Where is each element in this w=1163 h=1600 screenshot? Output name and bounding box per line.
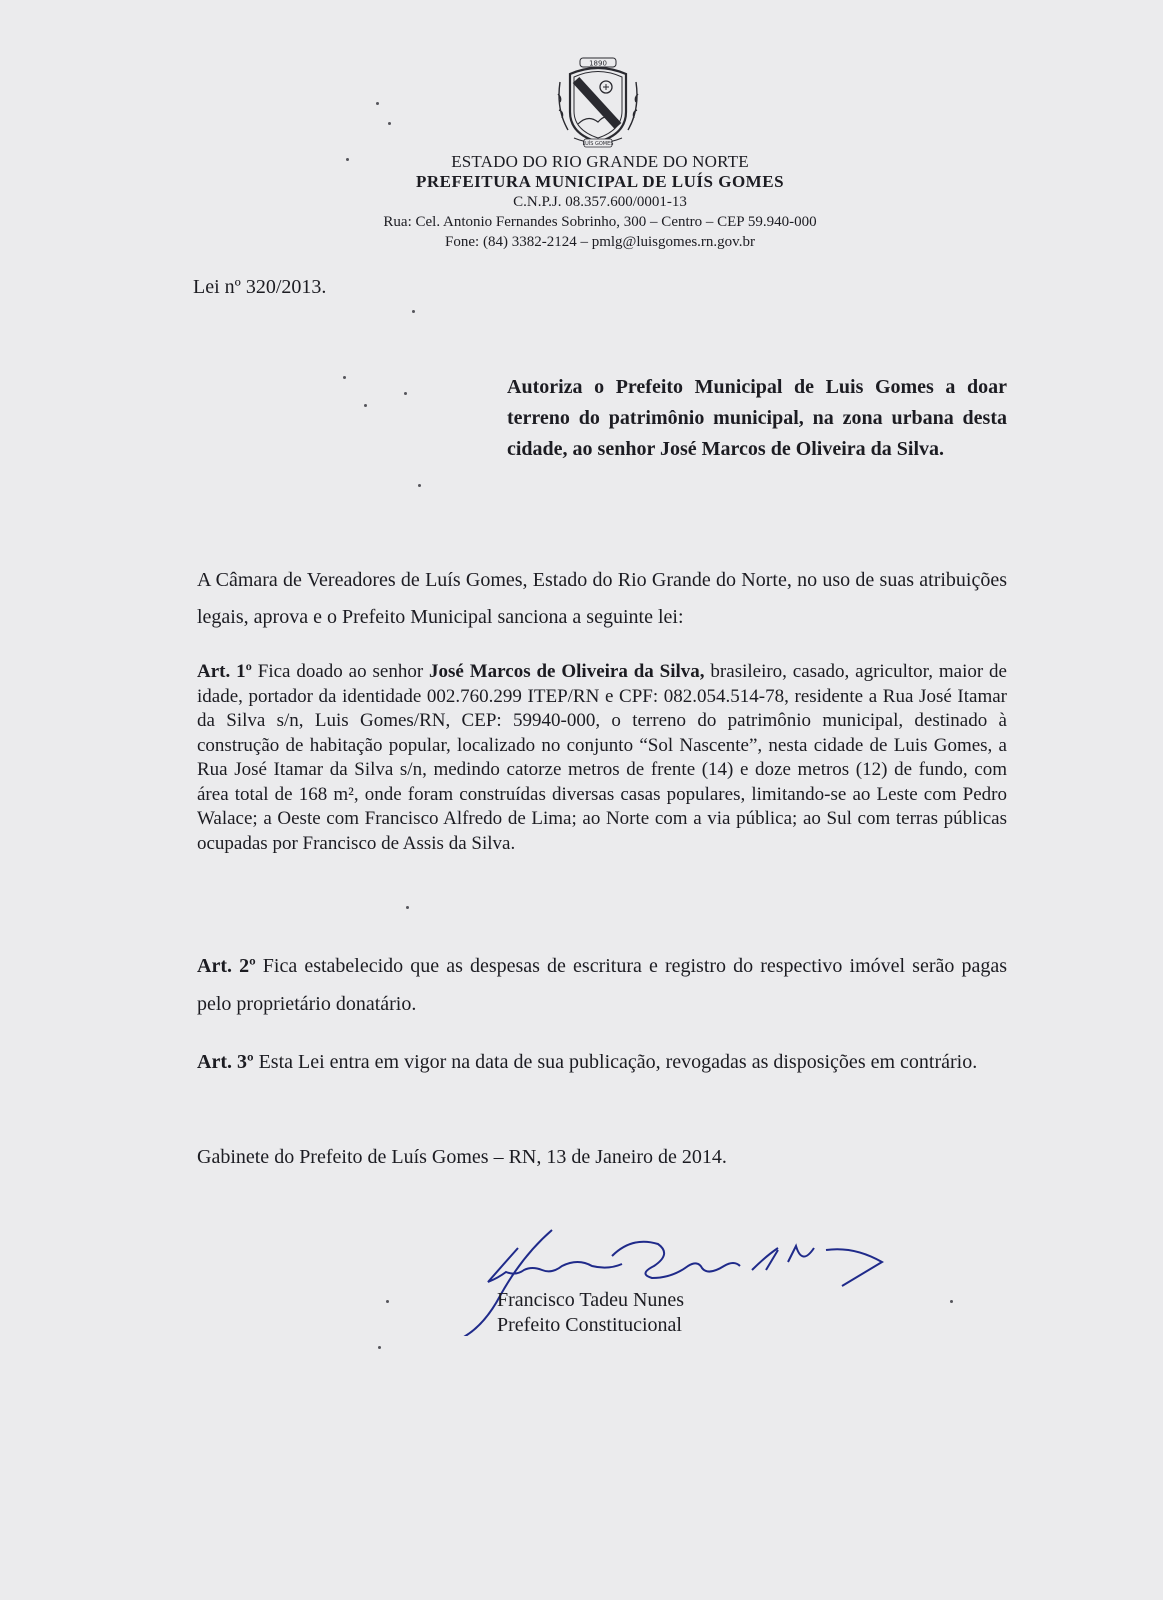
scan-speck (343, 376, 346, 379)
scan-speck (364, 404, 367, 407)
article-3-text: Esta Lei entra em vigor na data de sua publicação, revogadas as disposições em contrário. (253, 1051, 978, 1073)
article-1-donee: José Marcos de Oliveira da Silva, (429, 661, 705, 682)
scan-speck (378, 1346, 381, 1349)
scan-speck (376, 102, 379, 105)
letterhead-address: Rua: Cel. Antonio Fernandes Sobrinho, 300 – Centro – CEP 59.940-000 (383, 214, 817, 230)
article-3-label: Art. 3º (197, 1051, 254, 1073)
article-3 (197, 1043, 1007, 1081)
article-1-text: brasileiro, casado, agricultor, maior de idade, portador da identidade 002.760.299 ITEP/RN e CPF: 082.054.514-78, residente a Rua José Itamar da Silva s/n, Luis Gomes/RN, CEP: 59940-000, o terreno do patrimônio municipal, destinado à construção de habitação popular, localizado no conjunto “Sol Nascente”, nesta cidade de Luis Gomes, a Rua José Itamar da Silva s/n, medindo catorze metros de frente (14) e doze metros (12) de fundo, com área total de 168 m², onde foram construídas diversas casas populares, limitando-se ao Leste com Pedro Walace; a Oeste com Francisco Alfredo de Lima; ao Norte com a via pública; ao Sul com terras públicas ocupadas por Francisco de Assis da Silva. (197, 661, 1007, 854)
closing-line: Gabinete do Prefeito de Luís Gomes – RN, 13 de Janeiro de 2014. (197, 1146, 727, 1168)
letterhead-prefecture: PREFEITURA MUNICIPAL DE LUÍS GOMES (415, 172, 785, 191)
scan-speck (346, 158, 349, 161)
article-1-lead: Fica doado ao senhor (251, 661, 430, 682)
municipal-crest-logo (548, 54, 648, 150)
article-1 (197, 660, 1007, 856)
scan-speck (418, 484, 421, 487)
letterhead (300, 152, 900, 252)
crest-year: 1890 (589, 59, 607, 68)
scan-speck (412, 310, 415, 313)
law-number: Lei nº 320/2013. (193, 276, 327, 298)
intro-paragraph: A Câmara de Vereadores de Luís Gomes, Estado do Rio Grande do Norte, no uso de suas atribuições legais, aprova e o Prefeito Municipal sanciona a seguinte lei: (197, 569, 1007, 628)
article-2 (197, 947, 1007, 1023)
scan-speck (404, 392, 407, 395)
signatory-title: Prefeito Constitucional (497, 1314, 682, 1336)
scan-speck (950, 1300, 953, 1303)
letterhead-state: ESTADO DO RIO GRANDE DO NORTE (451, 152, 749, 171)
letterhead-cnpj: C.N.P.J. 08.357.600/0001-13 (513, 194, 687, 210)
scan-speck (406, 906, 409, 909)
crest-ribbon: LUÍS GOMES (582, 141, 614, 147)
article-2-text: Fica estabelecido que as despesas de escritura e registro do respectivo imóvel serão pagas pelo proprietário donatário. (197, 955, 1007, 1015)
scan-speck (386, 1300, 389, 1303)
letterhead-contact: Fone: (84) 3382-2124 – pmlg@luisgomes.rn.gov.br (445, 234, 755, 250)
signatory-name: Francisco Tadeu Nunes (497, 1289, 685, 1311)
article-2-label: Art. 2º (197, 955, 256, 977)
law-summary: Autoriza o Prefeito Municipal de Luis Gomes a doar terreno do patrimônio municipal, na zona urbana desta cidade, ao senhor José Marcos de Oliveira da Silva. (507, 376, 1007, 460)
article-1-label: Art. 1º (197, 661, 252, 682)
scan-speck (388, 122, 391, 125)
